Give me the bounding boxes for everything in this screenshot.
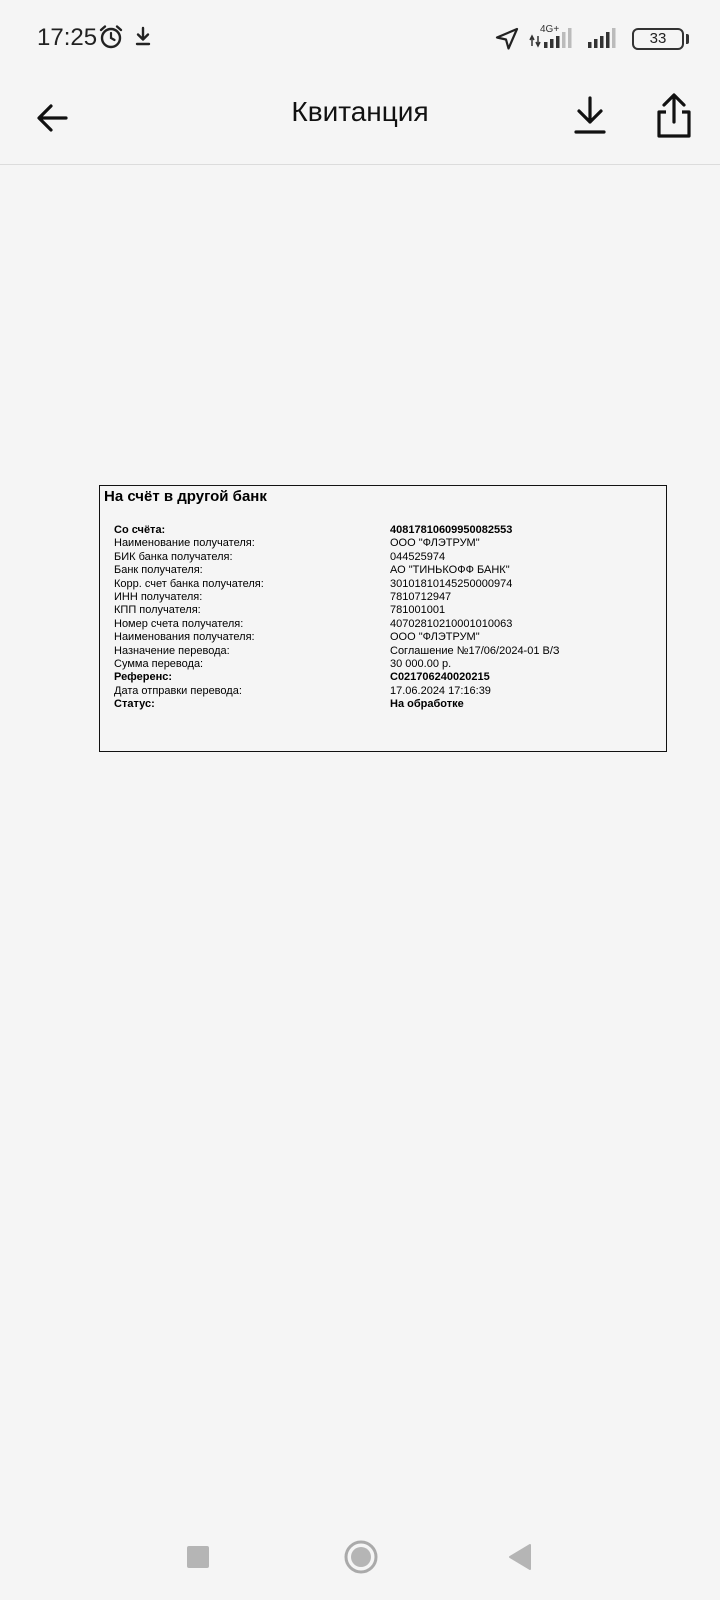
receipt-title: На счёт в другой банк [104, 488, 267, 505]
receipt-row-label: Назначение перевода: [114, 644, 230, 657]
receipt-row [114, 671, 654, 684]
receipt-document [99, 485, 667, 752]
receipt-row-label: Наименование получателя: [114, 537, 255, 550]
receipt-row-value: 7810712947 [390, 591, 452, 603]
receipt-row [114, 551, 654, 564]
receipt-row [114, 591, 654, 604]
status-bar [0, 0, 720, 78]
status-time: 17:25 [37, 24, 98, 51]
system-navigation-bar [0, 1520, 720, 1600]
receipt-row-value: Соглашение №17/06/2024-01 В/З [390, 644, 560, 657]
receipt-row [114, 524, 654, 537]
share-button[interactable] [652, 90, 696, 142]
receipt-row-label: Наименования получателя: [114, 631, 255, 644]
triangle-back-icon [506, 1542, 534, 1572]
receipt-row-value: ООО "ФЛЭТРУМ" [390, 631, 480, 644]
download-status-icon [132, 24, 154, 55]
receipt-row [114, 618, 654, 631]
alarm-icon [98, 24, 124, 55]
battery-icon: 33 [632, 28, 684, 50]
receipt-row [114, 698, 654, 711]
signal-icon [528, 26, 574, 55]
receipt-row-value: 40702810210001010063 [390, 617, 513, 630]
receipt-row [114, 537, 654, 550]
receipt-row-label: Статус: [114, 698, 155, 711]
receipt-row-value: На обработке [390, 698, 464, 711]
receipt-row-label: Банк получателя: [114, 564, 203, 577]
receipt-row-label: Номер счета получателя: [114, 617, 244, 630]
receipt-row-label: КПП получателя: [114, 604, 201, 617]
receipt-row-label: ИНН получателя: [114, 591, 203, 603]
home-circle-icon [342, 1538, 380, 1576]
location-icon [494, 26, 520, 57]
receipt-row-value: АО "ТИНЬКОФФ БАНК" [390, 564, 510, 577]
battery-nub [686, 34, 689, 44]
receipt-row [114, 658, 654, 671]
receipt-row-label: Дата отправки перевода: [114, 684, 242, 697]
home-button[interactable] [342, 1538, 380, 1576]
receipt-row [114, 645, 654, 658]
page-title: Квитанция [291, 96, 429, 127]
receipt-row-value: 781001001 [390, 604, 446, 617]
receipt-row-value: 30 000.00 р. [390, 658, 452, 670]
receipt-row-value: 17.06.2024 17:16:39 [390, 684, 491, 697]
network-type-label: 4G+ [540, 24, 560, 35]
receipt-row-label: Референс: [114, 671, 173, 684]
download-button[interactable] [568, 92, 612, 140]
receipt-row-value: 30101810145250000974 [390, 577, 513, 590]
receipt-row [114, 685, 654, 698]
receipt-row-value: 044525974 [390, 550, 446, 563]
download-icon [568, 92, 612, 140]
back-nav-button[interactable] [506, 1542, 534, 1572]
signal-icon-2 [586, 26, 618, 55]
receipt-row-value: ООО "ФЛЭТРУМ" [390, 537, 480, 550]
square-icon [185, 1544, 211, 1570]
receipt-row [114, 631, 654, 644]
receipt-row-label: Со счёта: [114, 524, 166, 536]
receipt-row [114, 578, 654, 591]
receipt-row [114, 564, 654, 577]
receipt-row-label: Корр. счет банка получателя: [114, 577, 264, 590]
receipt-row-label: Сумма перевода: [114, 658, 204, 670]
receipt-row-label: БИК банка получателя: [114, 550, 233, 563]
receipt-row [114, 604, 654, 617]
receipt-row-value: 40817810609950082553 [390, 524, 513, 536]
receipt-row-value: C021706240020215 [390, 671, 490, 684]
recents-button[interactable] [185, 1544, 211, 1570]
app-bar [0, 78, 720, 165]
share-icon [652, 90, 696, 142]
